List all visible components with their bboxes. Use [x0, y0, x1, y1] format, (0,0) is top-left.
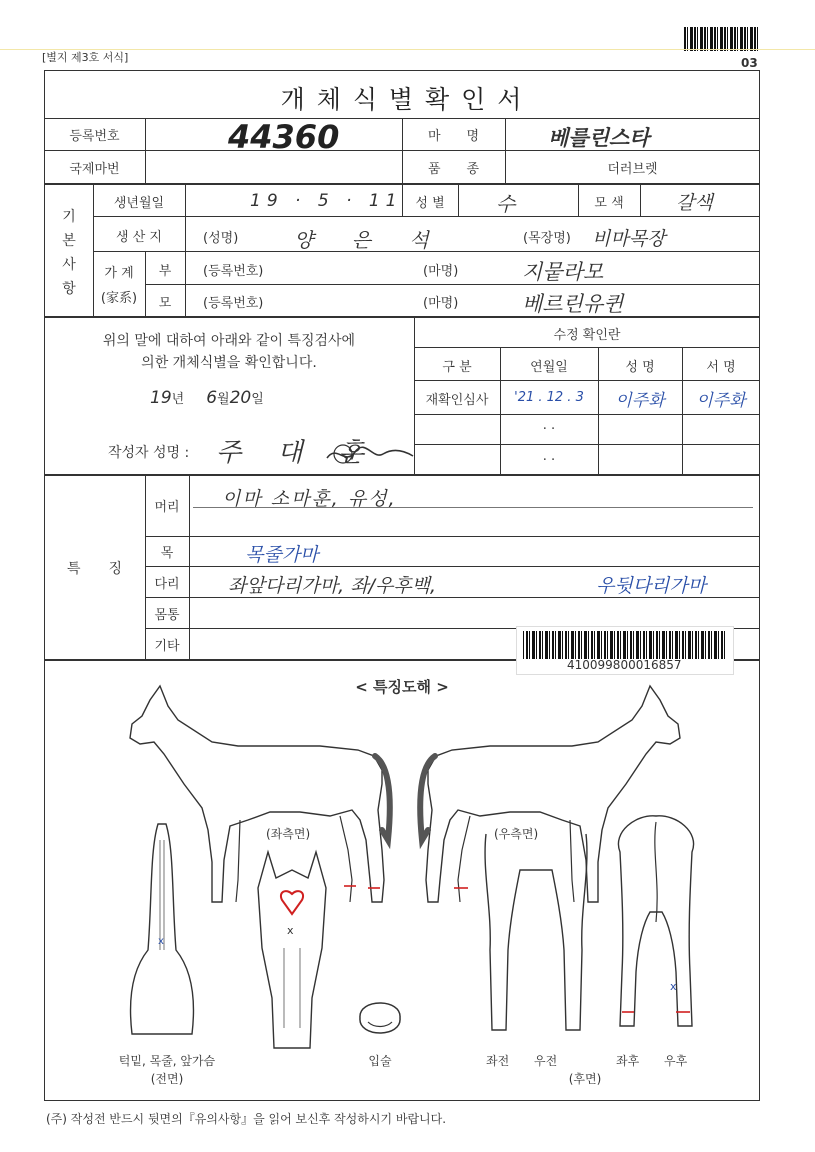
dam-label: 모	[158, 296, 172, 311]
statement-line1: 위의 말에 대하여 아래와 같이 특징검사에	[102, 333, 356, 349]
rev-col-type: 구 분	[442, 360, 472, 375]
date-day: 20	[229, 388, 252, 408]
horse-name-value: 베를린스타	[548, 126, 650, 150]
date-month: 6	[206, 388, 218, 408]
front-right-caption: 우전	[534, 1054, 558, 1068]
birth-label: 생년월일	[113, 196, 165, 211]
rev-row3-dots: · ·	[542, 453, 556, 468]
legs-value-2: 우뒷다리가마	[596, 575, 707, 597]
page-title: 개 체 식 별 확 인 서	[280, 85, 524, 114]
rev-row2-dots: · ·	[542, 422, 556, 437]
rev-row1-sign: 이주화	[696, 391, 746, 411]
issue-date	[150, 388, 264, 408]
legs-label: 다리	[154, 577, 180, 592]
rev-row1-name: 이주화	[615, 391, 665, 411]
sire-reg-paren: (등록번호)	[203, 264, 264, 279]
date-day-unit: 일	[251, 392, 264, 407]
sex-value: 수	[496, 192, 516, 216]
dam-horse-paren: (마명)	[423, 296, 459, 311]
dam-reg-paren: (등록번호)	[203, 296, 264, 311]
date-year-unit: 년	[171, 392, 185, 407]
producer-label: 생 산 지	[116, 230, 162, 245]
rear-legs-drawing	[606, 812, 706, 1032]
reg-value: 44360	[228, 118, 340, 156]
revision-title: 수정 확인란	[553, 328, 621, 343]
lips-drawing	[350, 988, 410, 1048]
svg-text:x: x	[287, 924, 294, 937]
dam-name: 베르린유퀸	[522, 292, 624, 316]
legs-value: 좌앞다리가마, 좌/우후백,	[228, 575, 437, 597]
sticker-barcode	[523, 631, 727, 659]
neck-label: 목	[160, 546, 174, 561]
producer-name: 양 은 석	[294, 228, 445, 252]
author-value: 주 대 훈	[216, 438, 378, 468]
farm-paren: (목장명)	[523, 231, 571, 246]
sticker	[516, 626, 734, 675]
rev-row1-type: 재확인심사	[425, 393, 489, 408]
rear-right-caption: 우후	[664, 1054, 688, 1068]
rev-row1-date: '21 . 12 . 3	[514, 390, 584, 405]
front-legs-drawing	[476, 830, 596, 1050]
rev-col-date: 연월일	[530, 360, 568, 375]
rev-col-name: 성 명	[625, 360, 655, 375]
body-label: 몸통	[154, 608, 180, 623]
sire-name: 지뭍라모	[522, 260, 604, 284]
front-neck-drawing	[122, 820, 202, 1040]
other-label: 기타	[154, 639, 180, 654]
front-caption: 턱밑, 목줄, 앞가슴	[118, 1054, 216, 1068]
basic-section-label: 기 본 사 항	[62, 209, 76, 297]
top-barcode	[684, 27, 758, 51]
right-side-label: (우측면)	[494, 827, 539, 841]
form-label: [별지 제3호 서식]	[42, 51, 129, 64]
author-label: 작성자 성명 :	[108, 445, 190, 461]
svg-text:x: x	[158, 936, 164, 947]
diagram-title: < 특징도해 >	[355, 678, 449, 696]
barcode-number: 410099800016857	[567, 658, 682, 672]
lips-caption: 입술	[368, 1054, 392, 1068]
horse-name-label: 마 명	[427, 129, 480, 144]
lineage-hanja: (家系)	[100, 291, 138, 306]
neck-value: 목줄가마	[245, 544, 319, 566]
lineage-label: 가 계	[104, 266, 134, 281]
sire-label: 부	[158, 264, 172, 279]
reg-label: 등록번호	[69, 129, 120, 144]
rev-col-sign: 서 명	[706, 360, 736, 375]
color-value: 갈색	[676, 192, 713, 214]
producer-name-paren: (성명)	[203, 231, 239, 246]
footer-note: (주) 작성전 반드시 뒷면의『유의사항』을 읽어 보신후 작성하시기 바랍니다.	[46, 1112, 447, 1126]
date-year: 19	[150, 388, 172, 408]
front-left-caption: 좌전	[486, 1054, 510, 1068]
birth-value: 19 · 5 · 11	[250, 191, 403, 211]
features-section-label: 특 징	[66, 561, 123, 577]
color-label: 모 색	[594, 196, 624, 211]
svg-text:x: x	[670, 980, 677, 993]
head-label: 머리	[154, 500, 180, 515]
left-side-label: (좌측면)	[266, 827, 311, 841]
front-caption-2: (전면)	[150, 1072, 184, 1086]
rear-left-caption: 좌후	[616, 1054, 640, 1068]
author-signature-scribble	[325, 438, 415, 468]
rear-caption: (후면)	[568, 1072, 602, 1086]
intl-label: 국제마번	[69, 162, 120, 177]
sire-horse-paren: (마명)	[423, 264, 459, 279]
date-month-unit: 월	[217, 392, 230, 407]
breed-label: 품 종	[427, 162, 480, 177]
face-front-drawing	[252, 848, 332, 1058]
head-value: 이마 소마훈, 유성,	[222, 488, 397, 510]
sex-label: 성 별	[415, 196, 445, 211]
farm-value: 비마목장	[592, 228, 666, 250]
page-number: 03	[741, 56, 758, 70]
statement-line2: 의한 개체식별을 확인합니다.	[141, 355, 317, 371]
breed-value: 더러브렛	[607, 162, 658, 177]
